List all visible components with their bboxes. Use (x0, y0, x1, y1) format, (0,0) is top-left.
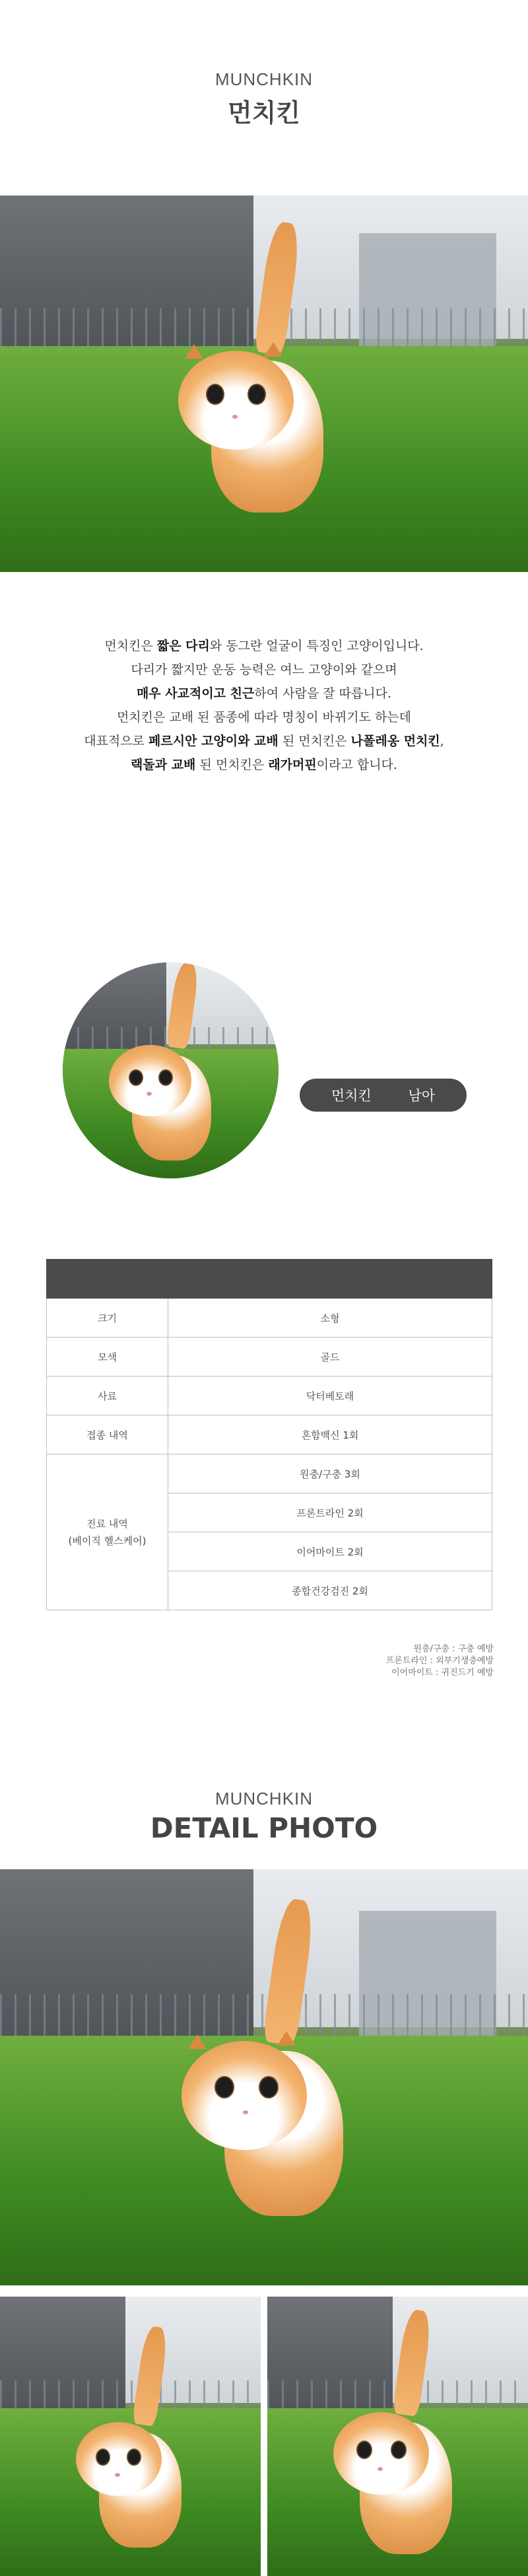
breed-description: 먼치킨은 짧은 다리와 동그란 얼굴이 특징인 고양이입니다. 다리가 짧지만 운동 능력은 여느 고양이와 같으며 매우 사교적이고 친근하여 사람을 잘 따릅니다. 먼치킨은 교배 된 품종에 따라 명칭이 바뀌기도 하는데 대표적으로 페르시안 고양이와 교배 된 먼치킨은 나폴레옹 먼치킨, 랙돌과 교배 된 먼치킨은 래가머핀이라고 합니다. (84, 639, 444, 772)
info-table (46, 1259, 492, 1610)
kitten-image (106, 962, 238, 1174)
top-header (0, 69, 528, 129)
detail-brand-label: MUNCHKIN (214, 1789, 314, 1808)
detail-photo-main (0, 1869, 528, 2285)
detail-photo-right (267, 2297, 528, 2576)
detail-photo-left (0, 2297, 261, 2576)
kitten-image (178, 1899, 376, 2242)
table-row: 이어마이트 2회 (47, 1532, 492, 1571)
brand-label: MUNCHKIN (214, 69, 314, 89)
care-label: 진료 내역 (베이직 헬스케어) (47, 1454, 168, 1610)
kitten-image (330, 2310, 475, 2574)
detail-title: DETAIL PHOTO (150, 1812, 378, 1844)
table-header-row (47, 1260, 492, 1299)
detail-header (0, 1789, 528, 1844)
kitten-image (73, 2326, 205, 2564)
table-row: 크기 소형 (47, 1299, 492, 1338)
hero-photo (0, 196, 528, 572)
table-row: 종합건강검진 2회 (47, 1571, 492, 1610)
table-row: 사료 닥터베토래 (47, 1377, 492, 1415)
page-title: 먼치킨 (227, 98, 301, 127)
table-row: 프론트라인 2회 (47, 1493, 492, 1532)
table-row: 진료 내역 (베이직 헬스케어) 원충/구충 3회 (47, 1454, 492, 1493)
gender-label: 남아 (408, 1088, 436, 1104)
table-row: 모색 골드 (47, 1338, 492, 1377)
table-row: 접종 내역 혼합백신 1회 (47, 1415, 492, 1454)
profile-photo (63, 962, 279, 1178)
profile-badge (300, 1079, 467, 1112)
kitten-image (172, 222, 356, 539)
breed-label: 먼치킨 (331, 1088, 372, 1104)
footnotes: 원충/구충 : 구충 예방 프론트라인 : 외부기생충예방 이어마이트 : 귀진드기 예방 (385, 1644, 494, 1678)
